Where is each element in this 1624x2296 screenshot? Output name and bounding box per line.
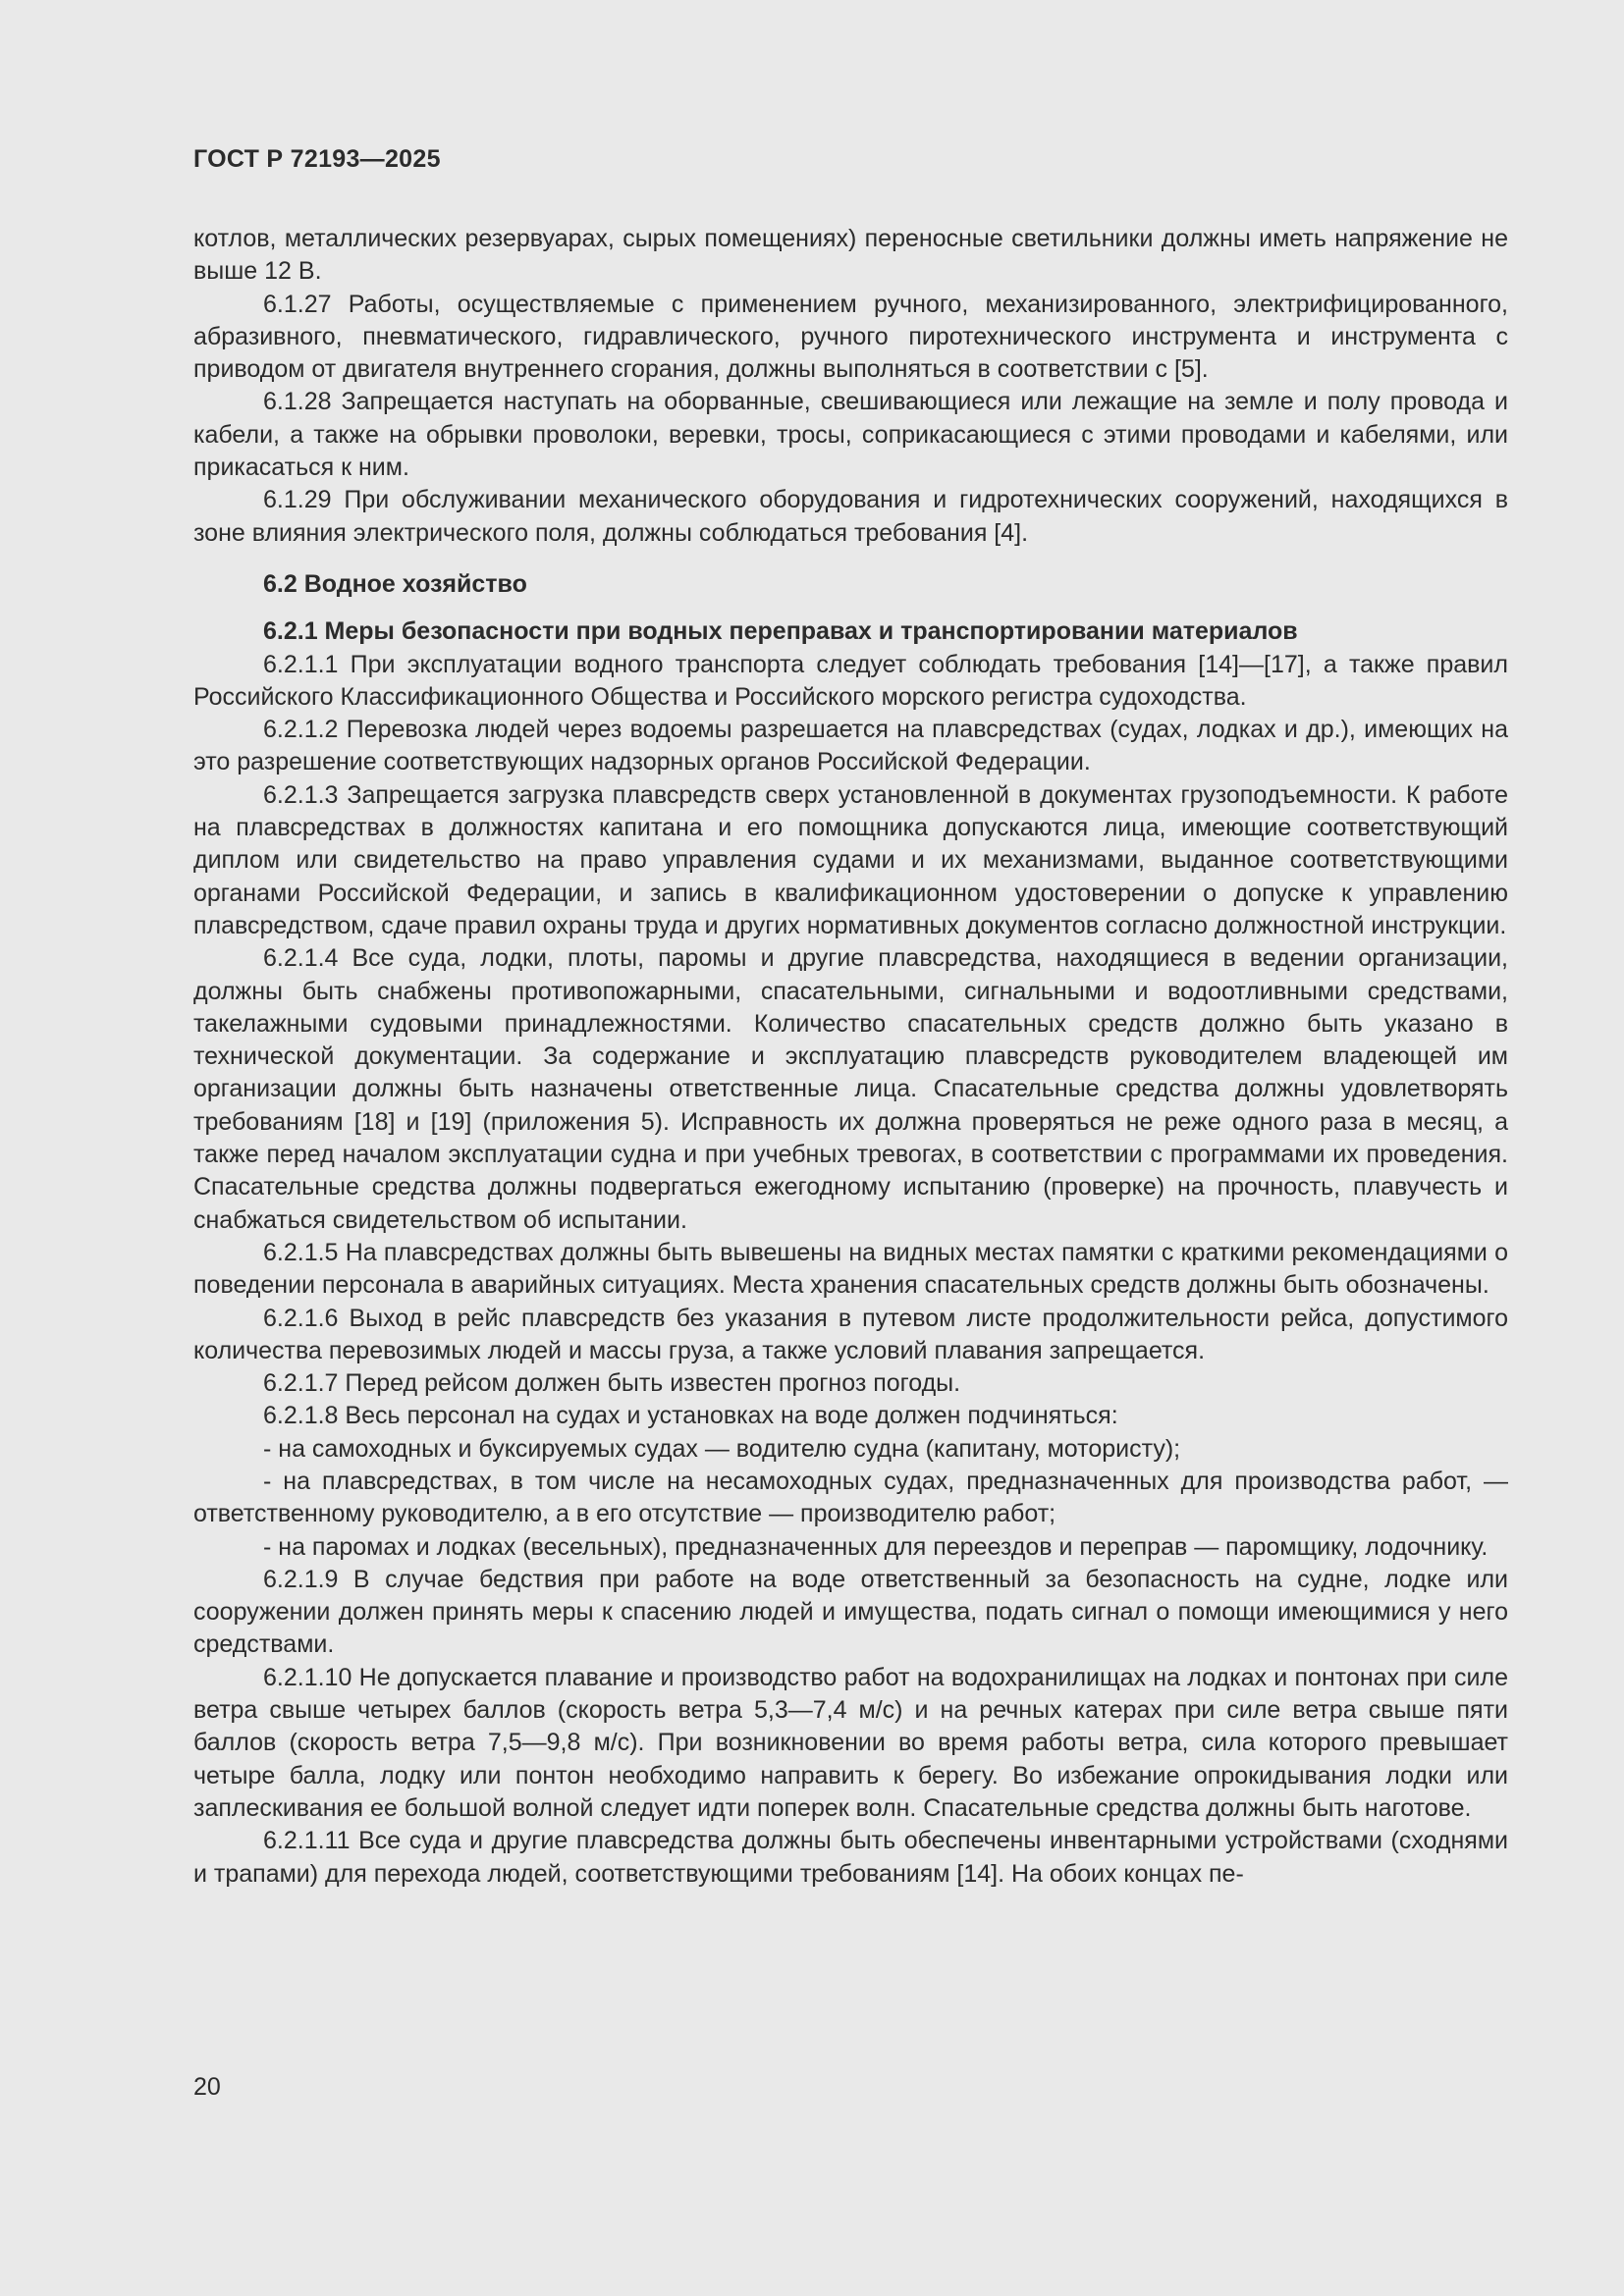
page-number: 20 xyxy=(193,2073,221,2101)
paragraph-continuation: котлов, металлических резервуарах, сырых помещениях) переносные светильники должны иметь напряжение не выше 12 В. xyxy=(193,225,1508,286)
paragraph-6-2-1-4: 6.2.1.4 Все суда, лодки, плоты, паромы и другие плавсредства, находящиеся в ведении организации, должны быть снабжены противопожарными, спасательными, сигнальными и водоотливными средствами, такелажными судовыми принадлежностями. Количество спасательных средств должно быть указано в технической документации. За содержание и эксплуатацию плавсредств руководителем владеющей им организации должны быть назначены ответственные лица. Спасательные средства должны удовлетворять требованиям [18] и [19] (приложения 5). Исправность их должна проверяться не реже одного раза в месяц, а также перед началом эксплуатации судна и при учебных тревогах, в соответствии с программами их проведения. Спасательные средства должны подвергаться ежегодному испытанию (проверке) на прочность, плавучесть и снабжаться свидетельством об испытании. xyxy=(193,944,1508,1234)
list-item-floating-craft: - на плавсредствах, в том числе на несамоходных судах, предназначенных для производства работ, — ответственному руководителю, а в его отсутствие — производителю работ; xyxy=(193,1467,1508,1528)
paragraph-6-2-1-1: 6.2.1.1 При эксплуатации водного транспорта следует соблюдать требования [14]—[17], а также правил Российского Классификационного Общества и Российского морского регистра судоходства. xyxy=(193,650,1508,711)
document-header: ГОСТ Р 72193—2025 xyxy=(193,145,441,173)
section-heading-6-2: 6.2 Водное хозяйство xyxy=(263,569,527,598)
list-item-self-propelled: - на самоходных и буксируемых судах — водителю судна (капитану, мотористу); xyxy=(263,1434,1181,1463)
paragraph-6-2-1-9: 6.2.1.9 В случае бедствия при работе на воде ответственный за безопасность на судне, лодке или сооружении должен принять меры к спасению людей и имущества, подать сигнал о помощи имеющимися у него средствами. xyxy=(193,1565,1508,1659)
paragraph-6-2-1-11: 6.2.1.11 Все суда и другие плавсредства должны быть обеспечены инвентарными устройствами (сходнями и трапами) для перехода людей, соответствующими требованиям [14]. На обоих концах пе- xyxy=(193,1827,1508,1888)
document-body xyxy=(193,223,1508,1891)
paragraph-6-2-1-8: 6.2.1.8 Весь персонал на судах и установках на воде должен подчиняться: xyxy=(263,1402,1118,1430)
subsection-heading-6-2-1: 6.2.1 Меры безопасности при водных переправах и транспортировании материалов xyxy=(263,617,1298,646)
paragraph-6-2-1-2: 6.2.1.2 Перевозка людей через водоемы разрешается на плавсредствах (судах, лодках и др.), имеющих на это разрешение соответствующих надзорных органов Российской Федерации. xyxy=(193,716,1508,776)
list-item-ferries: - на паромах и лодках (весельных), предназначенных для переездов и переправ — паромщику, лодочнику. xyxy=(263,1532,1489,1561)
paragraph-6-1-29: 6.1.29 При обслуживании механического оборудования и гидротехнических сооружений, находящихся в зоне влияния электрического поля, должны соблюдаться требования [4]. xyxy=(193,486,1508,547)
paragraph-6-1-28: 6.1.28 Запрещается наступать на оборванные, свешивающиеся или лежащие на земле и полу провода и кабели, а также на обрывки проволоки, веревки, тросы, соприкасающиеся с этими проводами и кабелями, или прикасаться к ним. xyxy=(193,388,1508,482)
paragraph-6-2-1-3: 6.2.1.3 Запрещается загрузка плавсредств сверх установленной в документах грузоподъемности. К работе на плавсредствах в должностях капитана и его помощника допускаются лица, имеющие соответствующий диплом или свидетельство на право управления судами и их механизмами, выданное соответствующими органами Российской Федерации, и запись в квалификационном удостоверении о допуске к управлению плавсредством, сдаче правил охраны труда и других нормативных документов согласно должностной инструкции. xyxy=(193,780,1508,939)
paragraph-6-2-1-10: 6.2.1.10 Не допускается плавание и производство работ на водохранилищах на лодках и понтонах при силе ветра свыше четырех баллов (скорость ветра 5,3—7,4 м/с) и на речных катерах при силе ветра свыше пяти баллов (скорость ветра 7,5—9,8 м/с). При возникновении во время работы ветра, сила которого превышает четыре балла, лодку или понтон необходимо направить к берегу. Во избежание опрокидывания лодки или заплескивания ее большой волной следует идти поперек волн. Спасательные средства должны быть наготове. xyxy=(193,1663,1508,1822)
paragraph-6-2-1-5: 6.2.1.5 На плавсредствах должны быть вывешены на видных местах памятки с краткими рекомендациями о поведении персонала в аварийных ситуациях. Места хранения спасательных средств должны быть обозначены. xyxy=(193,1238,1508,1300)
paragraph-6-1-27: 6.1.27 Работы, осуществляемые с применением ручного, механизированного, электрифицированного, абразивного, пневматического, гидравлического, ручного пиротехнического инструмента и инструмента с приводом от двигателя внутреннего сгорания, должны выполняться в соответствии с [5]. xyxy=(193,290,1508,384)
paragraph-6-2-1-6: 6.2.1.6 Выход в рейс плавсредств без указания в путевом листе продолжительности рейса, допустимого количества перевозимых людей и массы груза, а также условий плавания запрещается. xyxy=(193,1304,1508,1364)
paragraph-6-2-1-7: 6.2.1.7 Перед рейсом должен быть известен прогноз погоды. xyxy=(263,1369,961,1398)
